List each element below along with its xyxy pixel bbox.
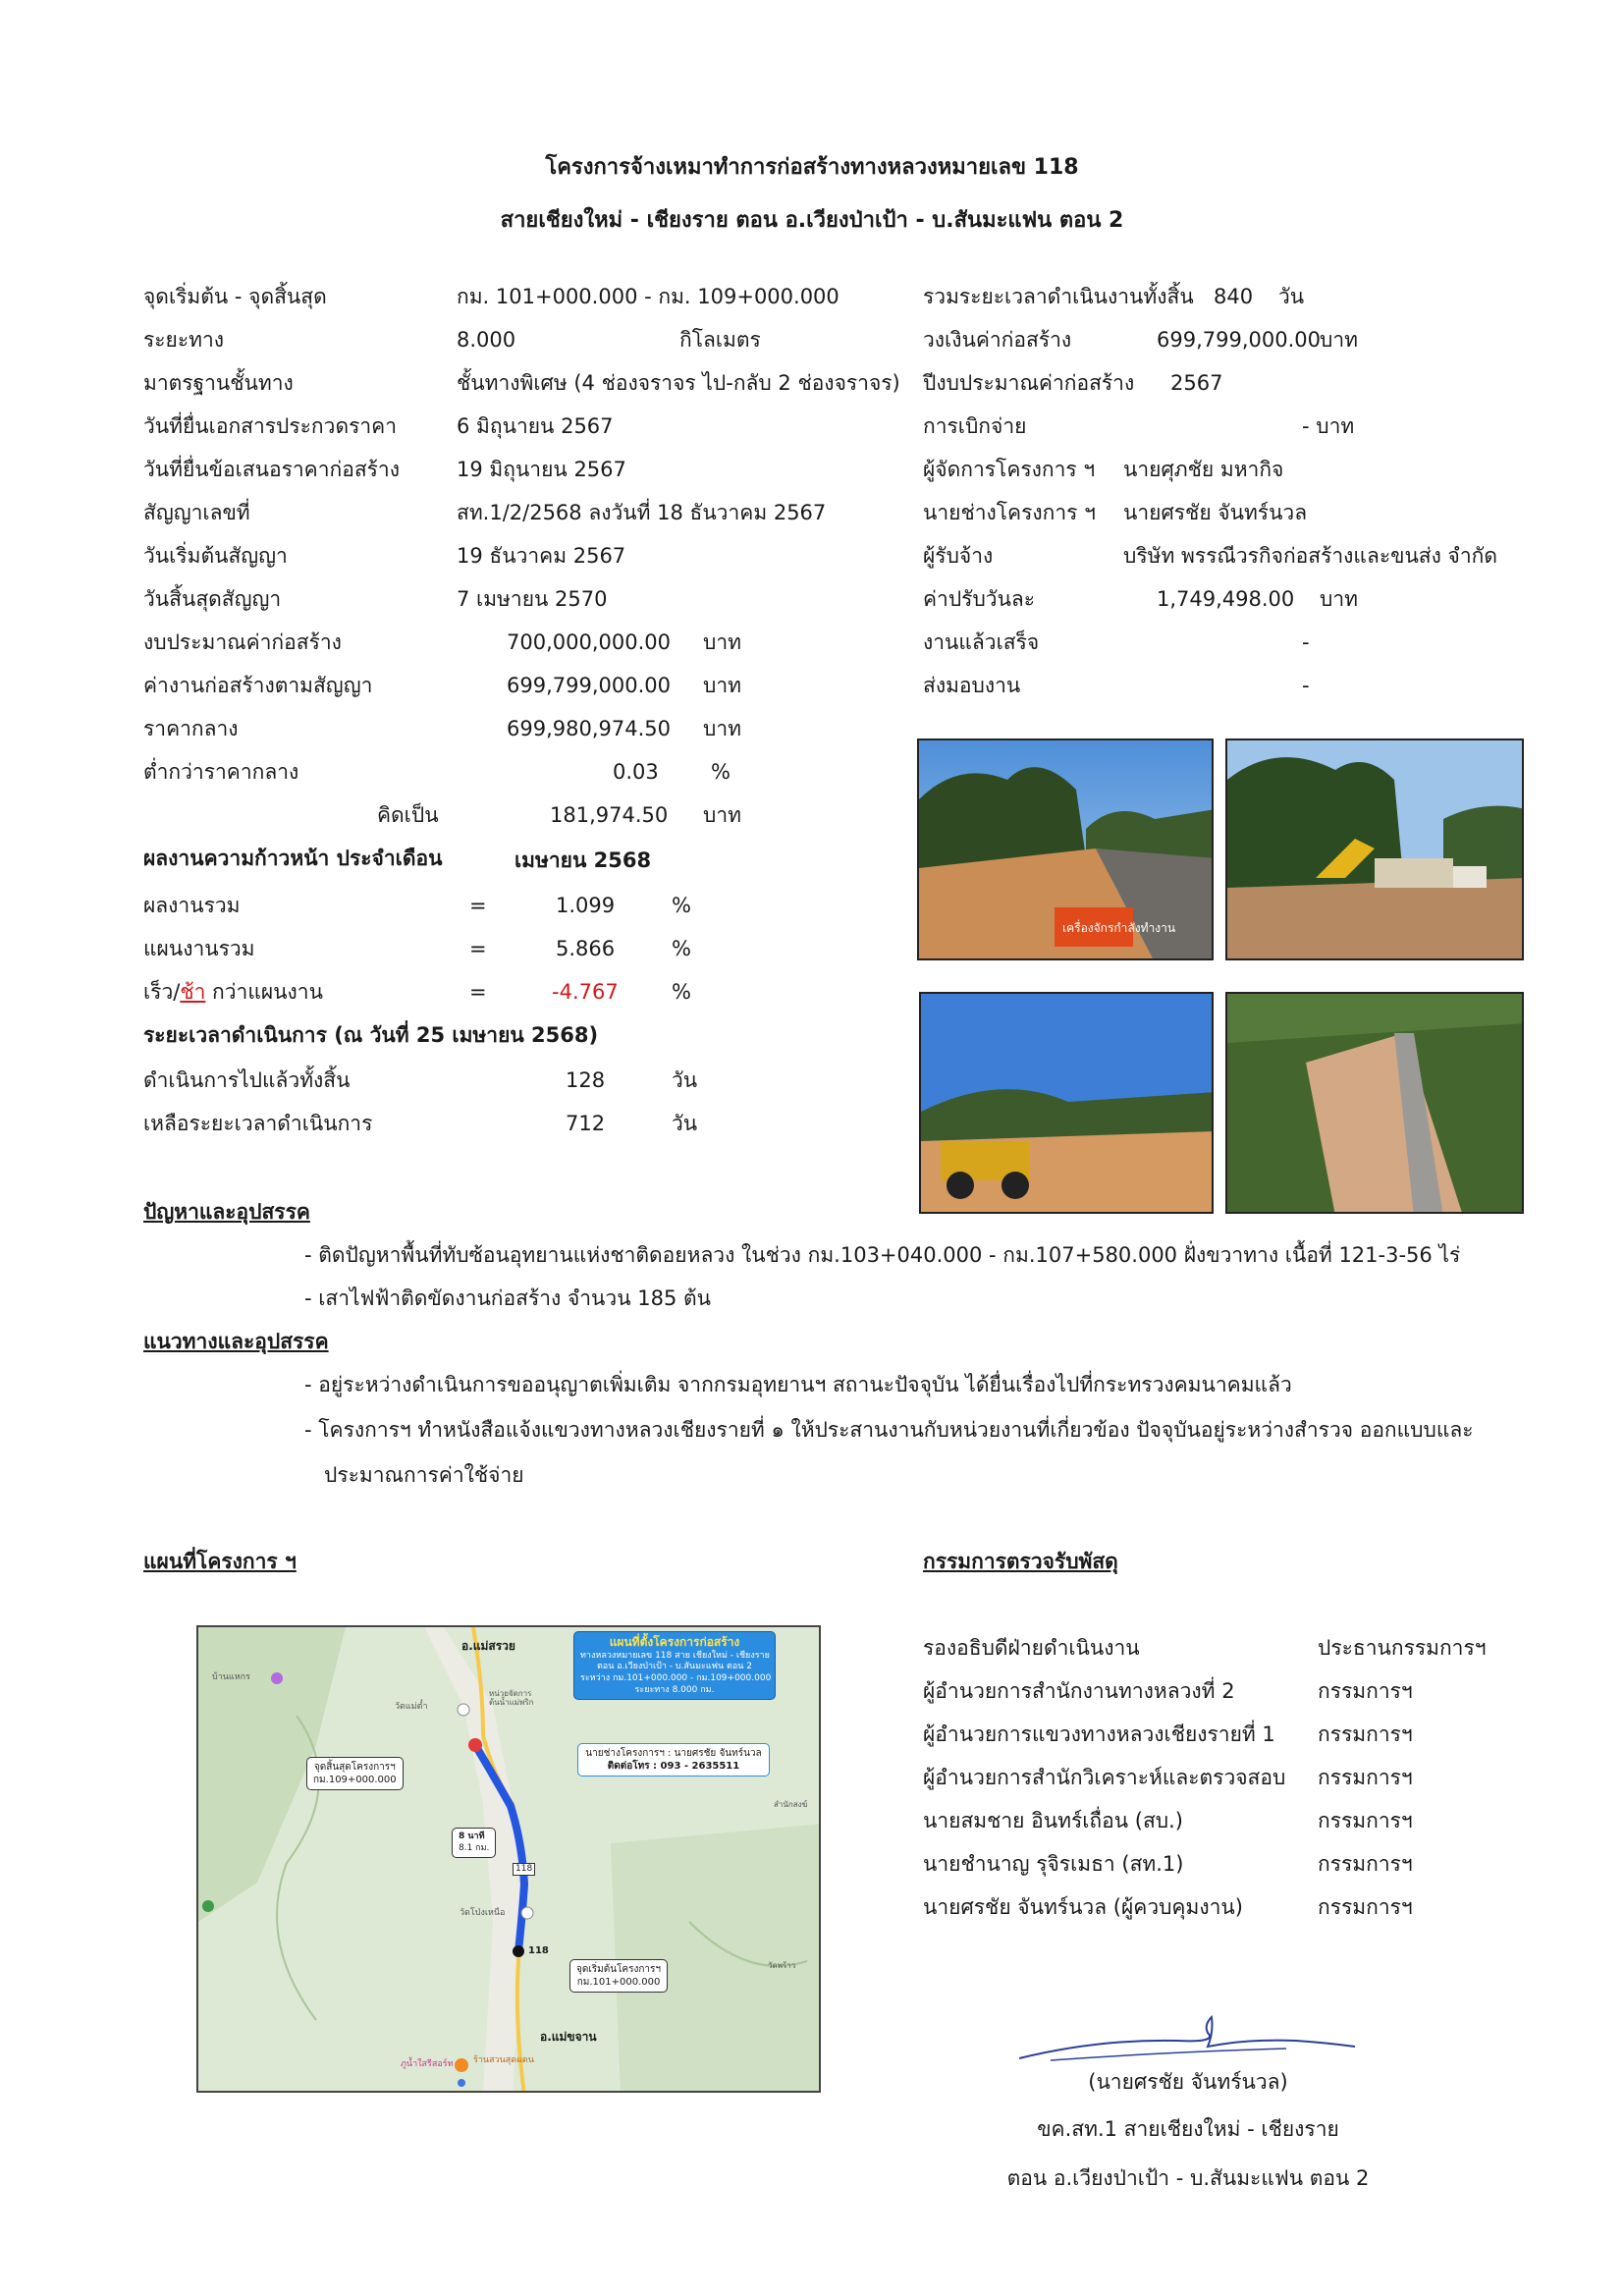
- row-value: กม. 101+000.000 - กม. 109+000.000: [457, 285, 839, 308]
- row-label: จุดเริ่มต้น - จุดสิ้นสุด: [143, 285, 327, 308]
- row-value: 840: [1214, 285, 1254, 308]
- map-place: สำนักสงฆ์: [774, 1800, 808, 1809]
- progress-heading: ผลงานความก้าวหน้า ประจำเดือน: [143, 847, 443, 870]
- row-unit: บาท: [703, 717, 741, 740]
- map-banner-line: ระหว่าง กม.101+000.000 - กม.109+000.000: [580, 1672, 772, 1683]
- label-rest: กว่าแผนงาน: [205, 980, 323, 1004]
- duration-label: ดำเนินการไปแล้วทั้งสิ้น: [143, 1068, 351, 1092]
- map-banner: [573, 1631, 776, 1700]
- committee-role: กรรมการฯ: [1318, 1852, 1413, 1876]
- map-banner-line: ตอน อ.เวียงป่าเป้า - บ.สันมะแฟน ตอน 2: [596, 1662, 753, 1672]
- committee-member: รองอธิบดีฝ่ายดำเนินงาน: [923, 1636, 1140, 1660]
- progress-month: เมษายน 2568: [514, 848, 652, 872]
- signatory-title-2: ตอน อ.เวียงป่าเป้า - บ.สันมะแฟน ตอน 2: [1006, 2166, 1370, 2190]
- row-label: วันเริ่มต้นสัญญา: [143, 544, 288, 568]
- map-heading: แผนที่โครงการ ฯ: [143, 1550, 297, 1573]
- row-value: - บาท: [1302, 414, 1355, 438]
- signatory-title-1: ขค.สท.1 สายเชียงใหม่ - เชียงราย: [1037, 2117, 1339, 2141]
- row-label: วันที่ยื่นข้อเสนอราคาก่อสร้าง: [143, 458, 400, 481]
- row-value: 19 ธันวาคม 2567: [457, 544, 626, 568]
- committee-role: ประธานกรรมการฯ: [1318, 1636, 1487, 1660]
- row-value: 699,799,000.00: [1157, 328, 1321, 352]
- site-photo-1: [917, 738, 1214, 960]
- row-label: นายช่างโครงการ ฯ: [923, 501, 1096, 524]
- signature-image: [1011, 2003, 1365, 2072]
- map-end-label-2: กม.109+000.000: [313, 1775, 397, 1785]
- map-contact-box: [577, 1743, 770, 1777]
- row-label: ราคากลาง: [143, 717, 239, 740]
- map-contact-line: ติดต่อโทร : 093 - 2635511: [607, 1761, 740, 1772]
- progress-eq: =: [469, 894, 487, 917]
- label-slow: ช้า: [180, 980, 206, 1004]
- map-start-label-2: กม.101+000.000: [576, 1977, 661, 1988]
- solution-item: ประมาณการค่าใช้จ่าย: [324, 1463, 524, 1487]
- committee-role: กรรมการฯ: [1318, 1766, 1413, 1789]
- warning-sign-text: เครื่องจักรกำลังทำงาน: [1062, 921, 1176, 935]
- row-value: 700,000,000.00: [507, 630, 671, 654]
- signatory-name: (นายศรชัย จันทร์นวล): [1088, 2070, 1288, 2094]
- row-unit: บาท: [1320, 587, 1358, 611]
- progress-label: ผลงานรวม: [143, 894, 241, 917]
- map-route-badge: 118: [513, 1863, 535, 1876]
- map-south-label: อ.แม่ขจาน: [540, 2030, 597, 2044]
- row-label: ต่ำกว่าราคากลาง: [143, 760, 299, 784]
- row-label: วันที่ยื่นเอกสารประกวดราคา: [143, 414, 397, 438]
- map-travel-box: [452, 1828, 496, 1858]
- progress-unit: %: [672, 894, 691, 917]
- row-label: ค่างานก่อสร้างตามสัญญา: [143, 674, 373, 697]
- map-place: วัดโป่งเหนือ: [460, 1908, 506, 1918]
- row-value: บริษัท พรรณีวรกิจก่อสร้างและขนส่ง จำกัด: [1123, 544, 1498, 568]
- problem-item: - ติดปัญหาพื้นที่ทับซ้อนอุทยานแห่งชาติดอยหลวง ในช่วง กม.103+040.000 - กม.107+580.000 ฝั่งขวาทาง เนื้อที่ 121-3-56 ไร่: [304, 1243, 1461, 1267]
- progress-unit: %: [672, 980, 691, 1004]
- progress-eq: =: [469, 980, 487, 1004]
- row-label: การเบิกจ่าย: [923, 414, 1027, 438]
- duration-value: 712: [566, 1112, 606, 1135]
- duration-unit: วัน: [672, 1112, 698, 1135]
- committee-member: นายชำนาญ รุจิรเมธา (สท.1): [923, 1852, 1184, 1876]
- map-place: ภูน้ำใสรีสอร์ท: [401, 2059, 454, 2069]
- committee-role: กรรมการฯ: [1318, 1809, 1413, 1832]
- committee-member: นายสมชาย อินทร์เถื่อน (สบ.): [923, 1809, 1183, 1832]
- map-travel-time: 8 นาที: [459, 1831, 485, 1841]
- committee-member: นายศรชัย จันทร์นวล (ผู้ควบคุมงาน): [923, 1895, 1243, 1919]
- row-label: ค่าปรับวันละ: [923, 587, 1036, 611]
- row-unit: บาท: [703, 630, 741, 654]
- map-place: บ้านแหกร: [212, 1672, 250, 1682]
- map-end-label-1: จุดสิ้นสุดโครงการฯ: [313, 1762, 396, 1773]
- row-value: 0.03: [613, 760, 659, 784]
- site-photo-2: [1225, 738, 1524, 960]
- row-unit: บาท: [703, 803, 741, 827]
- row-value: -: [1302, 674, 1310, 697]
- row-value: 2567: [1170, 371, 1223, 395]
- committee-role: กรรมการฯ: [1318, 1722, 1413, 1746]
- row-label: คิดเป็น: [377, 803, 439, 827]
- project-map[interactable]: [196, 1625, 821, 2093]
- map-start-label-1: จุดเริ่มต้นโครงการฯ: [576, 1964, 662, 1975]
- row-unit: บาท: [703, 674, 741, 697]
- row-label: สัญญาเลขที่: [143, 501, 250, 524]
- solution-item: - โครงการฯ ทำหนังสือแจ้งแขวงทางหลวงเชียงรายที่ ๑ ให้ประสานงานกับหน่วยงานที่เกี่ยวข้อง ปัจจุบันอยู่ระหว่างสำรวจ ออกแบบและ: [304, 1418, 1474, 1442]
- row-unit: %: [711, 760, 731, 784]
- row-unit: กิโลเมตร: [679, 328, 761, 352]
- committee-role: กรรมการฯ: [1318, 1895, 1413, 1919]
- row-value: 7 เมษายน 2570: [457, 587, 608, 611]
- row-value: 19 มิถุนายน 2567: [457, 458, 626, 481]
- row-value: 181,974.50: [550, 803, 669, 827]
- map-place: ร้านสวนสุดแดน: [473, 2055, 534, 2065]
- row-label: ส่งมอบงาน: [923, 674, 1021, 697]
- row-value: ชั้นทางพิเศษ (4 ช่องจราจร ไป-กลับ 2 ช่องจราจร): [457, 371, 900, 395]
- row-label: ปีงบประมาณค่าก่อสร้าง: [923, 371, 1135, 395]
- committee-member: ผู้อำนวยการสำนักงานทางหลวงที่ 2: [923, 1679, 1235, 1703]
- duration-label: เหลือระยะเวลาดำเนินการ: [143, 1112, 373, 1135]
- row-value: 699,980,974.50: [507, 717, 671, 740]
- progress-value-variance: -4.767: [552, 980, 619, 1004]
- problems-heading: ปัญหาและอุปสรรค: [143, 1200, 310, 1224]
- site-photo-4: [1225, 992, 1524, 1214]
- committee-member: ผู้อำนวยการสำนักวิเคราะห์และตรวจสอบ: [923, 1766, 1286, 1789]
- duration-unit: วัน: [672, 1068, 698, 1092]
- label-fast: เร็ว/: [143, 980, 181, 1004]
- map-end-label: [306, 1757, 404, 1790]
- duration-heading: ระยะเวลาดำเนินการ (ณ วันที่ 25 เมษายน 2568): [143, 1023, 599, 1047]
- progress-value: 1.099: [556, 894, 616, 917]
- row-unit: บาท: [1320, 328, 1358, 352]
- map-banner-line: ทางหลวงหมายเลข 118 สาย เชียงใหม่ - เชียงราย: [580, 1650, 770, 1661]
- map-banner-title: แผนที่ตั้งโครงการก่อสร้าง: [609, 1635, 740, 1649]
- map-north-label: อ.แม่สรวย: [461, 1639, 515, 1653]
- map-contact-line: นายช่างโครงการฯ : นายศรชัย จันทร์นวล: [585, 1748, 762, 1759]
- row-unit: วัน: [1278, 285, 1305, 308]
- progress-unit: %: [672, 937, 691, 960]
- row-label: งานแล้วเสร็จ: [923, 630, 1040, 654]
- committee-member: ผู้อำนวยการแขวงทางหลวงเชียงรายที่ 1: [923, 1722, 1275, 1746]
- solutions-heading: แนวทางและอุปสรรค: [143, 1330, 329, 1353]
- row-value: สท.1/2/2568 ลงวันที่ 18 ธันวาคม 2567: [457, 501, 827, 524]
- title-line-2: สายเชียงใหม่ - เชียงราย ตอน อ.เวียงป่าเป้า - บ.สันมะแฟน ตอน 2: [500, 208, 1124, 233]
- row-label: วันสิ้นสุดสัญญา: [143, 587, 282, 611]
- solution-item: - อยู่ระหว่างดำเนินการขออนุญาตเพิ่มเติม จากกรมอุทยานฯ สถานะปัจจุบัน ได้ยื่นเรื่องไปที่กระทรวงคมนาคมแล้ว: [304, 1373, 1292, 1396]
- row-label: ผู้จัดการโครงการ ฯ: [923, 458, 1096, 481]
- row-label: ผู้รับจ้าง: [923, 544, 994, 568]
- site-photo-3: [919, 992, 1214, 1214]
- map-place: วัดพร้าว: [768, 1961, 796, 1970]
- row-label: ระยะทาง: [143, 328, 225, 352]
- committee-role: กรรมการฯ: [1318, 1679, 1413, 1703]
- problem-item: - เสาไฟฟ้าติดขัดงานก่อสร้าง จำนวน 185 ต้น: [304, 1286, 711, 1310]
- map-place: วัดแม่ต๋ำ: [395, 1702, 428, 1712]
- row-value: 6 มิถุนายน 2567: [457, 414, 614, 438]
- map-start-label: [569, 1959, 668, 1993]
- map-place: หน่วยจัดการต้นน้ำแม่พริก: [489, 1689, 534, 1707]
- row-value: นายศุภชัย มหากิจ: [1123, 458, 1284, 481]
- row-value: 1,749,498.00: [1157, 587, 1295, 611]
- progress-label: แผนงานรวม: [143, 937, 255, 960]
- progress-eq: =: [469, 937, 487, 960]
- row-label: วงเงินค่าก่อสร้าง: [923, 328, 1072, 352]
- row-label: งบประมาณค่าก่อสร้าง: [143, 630, 342, 654]
- row-label: รวมระยะเวลาดำเนินงานทั้งสิ้น: [923, 285, 1194, 308]
- row-label: มาตรฐานชั้นทาง: [143, 371, 294, 395]
- map-route-number: 118: [528, 1945, 549, 1956]
- row-value: -: [1302, 630, 1310, 654]
- progress-label: [143, 980, 323, 1005]
- duration-value: 128: [566, 1068, 606, 1092]
- committee-heading: กรรมการตรวจรับพัสดุ: [923, 1550, 1118, 1573]
- map-travel-dist: 8.1 กม.: [459, 1842, 490, 1853]
- row-value: นายศรชัย จันทร์นวล: [1123, 501, 1308, 524]
- row-value: 699,799,000.00: [507, 674, 671, 697]
- title-line-1: โครงการจ้างเหมาทำการก่อสร้างทางหลวงหมายเลข 118: [545, 155, 1079, 180]
- row-value: 8.000: [457, 328, 516, 352]
- progress-value: 5.866: [556, 937, 616, 960]
- map-banner-line: ระยะทาง 8.000 กม.: [634, 1684, 715, 1695]
